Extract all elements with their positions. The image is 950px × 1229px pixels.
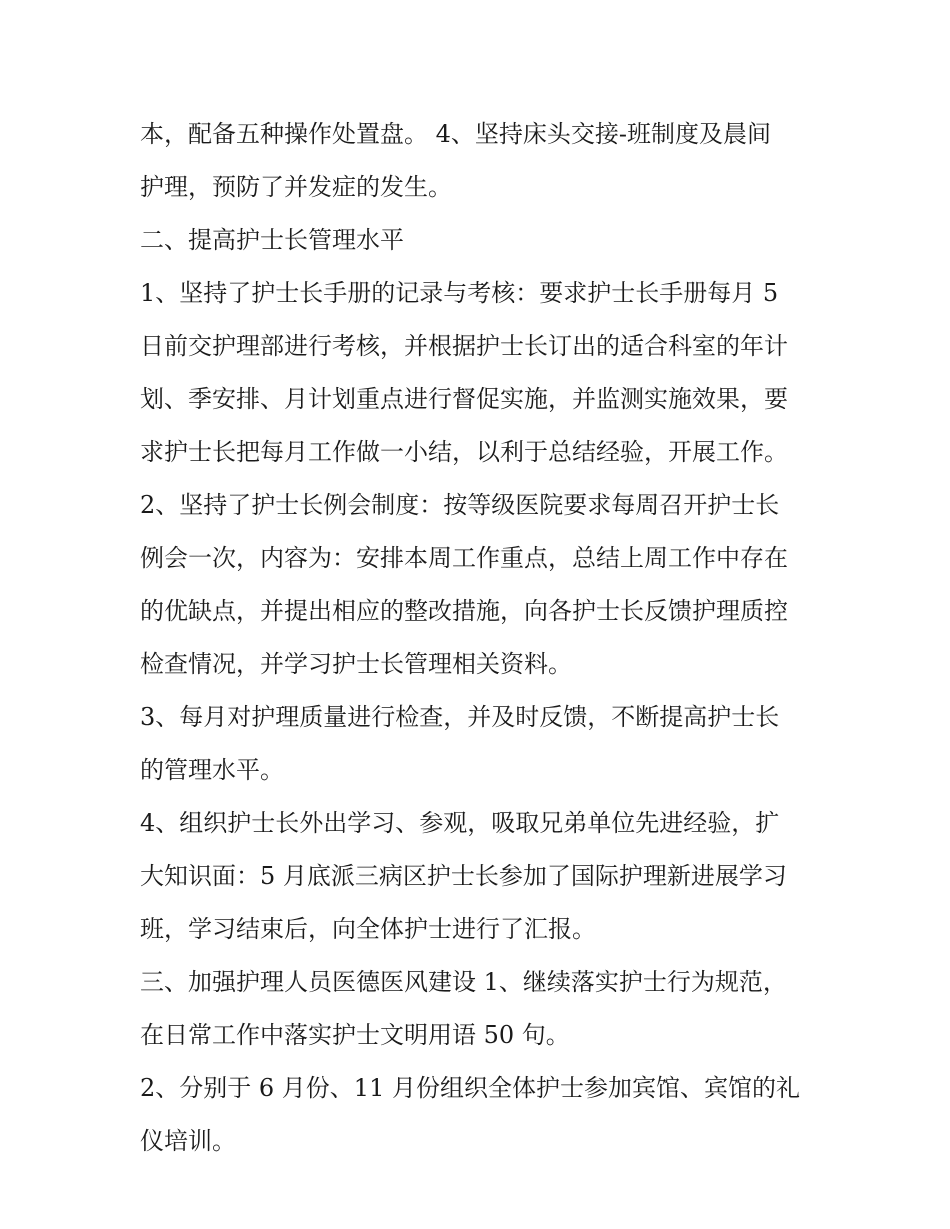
text-line: 仪培训。 (140, 1127, 236, 1155)
text-line: 4、组织护士长外出学习、参观，吸取兄弟单位先进经验，扩 (140, 809, 780, 837)
text-line: 检查情况，并学习护士长管理相关资料。 (140, 650, 572, 678)
text-line: 例会一次，内容为：安排本周工作重点，总结上周工作中存在 (140, 544, 788, 572)
text-line: 班，学习结束后，向全体护士进行了汇报。 (140, 915, 596, 943)
text-line: 本，配备五种操作处置盘。 4、坚持床头交接-班制度及晨间 (140, 120, 772, 148)
text-line: 3、每月对护理质量进行检查，并及时反馈，不断提高护士长 (140, 703, 780, 731)
text-line: 大知识面：5 月底派三病区护士长参加了国际护理新进展学习 (140, 862, 787, 890)
text-line: 的管理水平。 (140, 756, 284, 784)
text-line: 护理，预防了并发症的发生。 (140, 173, 452, 201)
section-heading: 二、提高护士长管理水平 (140, 226, 404, 254)
text-line: 日前交护理部进行考核，并根据护士长订出的适合科室的年计 (140, 332, 788, 360)
text-line: 2、分别于 6 月份、11 月份组织全体护士参加宾馆、宾馆的礼 (140, 1074, 800, 1102)
section-heading: 三、加强护理人员医德医风建设 1、继续落实护士行为规范， (140, 968, 787, 996)
text-line: 求护士长把每月工作做一小结，以利于总结经验，开展工作。 (140, 438, 788, 466)
text-line: 在日常工作中落实护士文明用语 50 句。 (140, 1021, 570, 1049)
text-line: 2、坚持了护士长例会制度：按等级医院要求每周召开护士长 (140, 491, 780, 519)
text-line: 划、季安排、月计划重点进行督促实施，并监测实施效果，要 (140, 385, 788, 413)
text-line: 的优缺点，并提出相应的整改措施，向各护士长反馈护理质控 (140, 597, 788, 625)
document-body (140, 108, 830, 1168)
text-line: 1、坚持了护士长手册的记录与考核：要求护士长手册每月 5 (140, 279, 779, 307)
